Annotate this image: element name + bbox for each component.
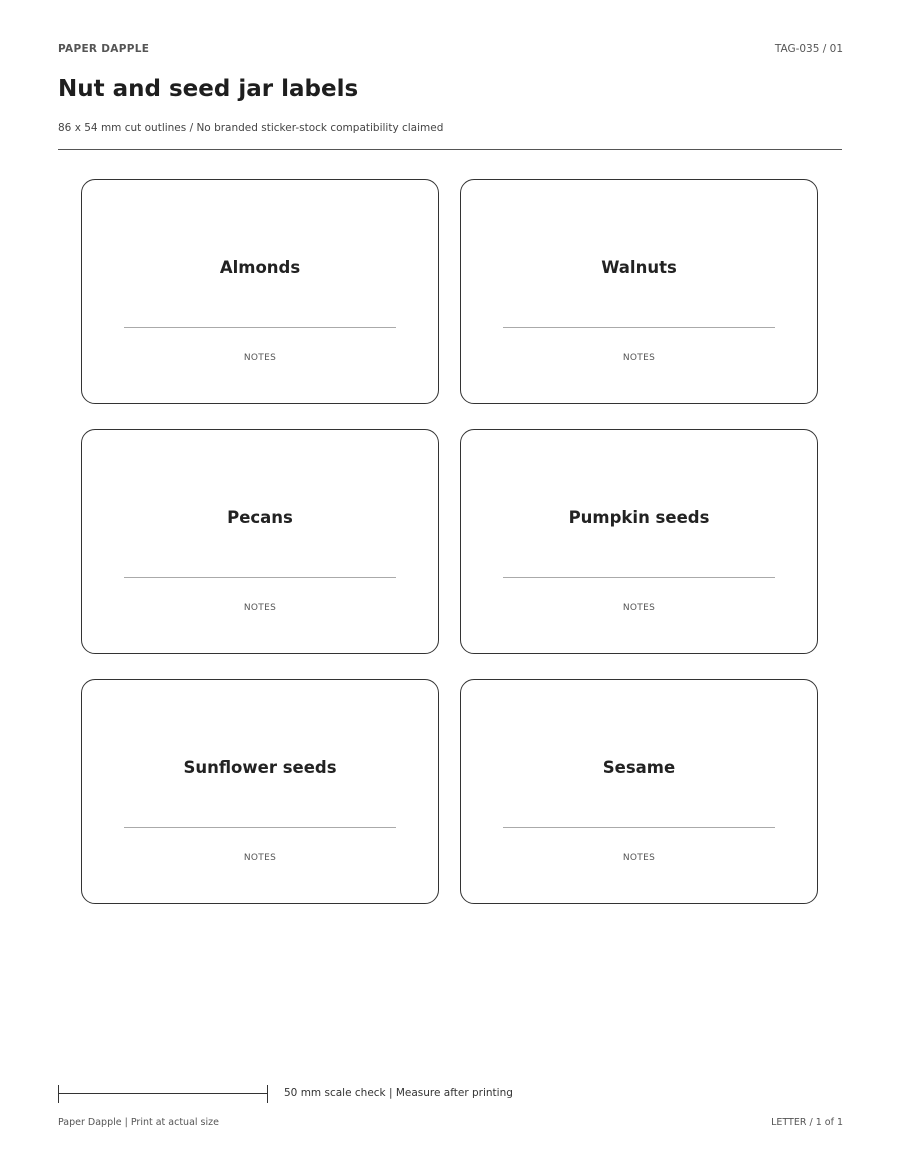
label-title: Walnuts xyxy=(601,258,677,277)
scale-bar-line xyxy=(58,1093,268,1094)
jar-label xyxy=(81,429,439,654)
jar-label xyxy=(81,179,439,404)
footer-page-info: LETTER / 1 of 1 xyxy=(771,1117,843,1128)
document-code: TAG-035 / 01 xyxy=(774,43,843,55)
label-title: Almonds xyxy=(219,258,301,277)
label-write-line xyxy=(503,827,775,828)
label-title: Pecans xyxy=(227,508,293,527)
brand-name: PAPER DAPPLE xyxy=(58,43,150,55)
label-title: Sesame xyxy=(602,758,676,777)
label-notes-caption: NOTES xyxy=(243,353,277,363)
label-write-line xyxy=(124,327,396,328)
label-write-line xyxy=(124,827,396,828)
label-notes-caption: NOTES xyxy=(243,603,277,613)
label-write-line xyxy=(503,577,775,578)
label-notes-caption: NOTES xyxy=(622,603,656,613)
header-divider xyxy=(58,149,842,150)
scale-check-bar xyxy=(58,1085,268,1103)
label-notes-caption: NOTES xyxy=(622,853,656,863)
label-notes-caption: NOTES xyxy=(622,353,656,363)
jar-label xyxy=(81,679,439,904)
page-title: Nut and seed jar labels xyxy=(58,76,359,102)
label-notes-caption: NOTES xyxy=(243,853,277,863)
label-grid xyxy=(81,179,819,904)
label-title: Sunflower seeds xyxy=(183,758,337,777)
scale-bar-end-tick xyxy=(267,1085,268,1103)
jar-label xyxy=(460,429,818,654)
footer-print-note: Paper Dapple | Print at actual size xyxy=(58,1117,219,1128)
label-title: Pumpkin seeds xyxy=(568,508,710,527)
scale-bar-start-tick xyxy=(58,1085,59,1103)
page-subtitle: 86 x 54 mm cut outlines / No branded sticker-stock compatibility claimed xyxy=(58,122,444,134)
jar-label xyxy=(460,679,818,904)
scale-check-note: 50 mm scale check | Measure after printing xyxy=(284,1087,513,1099)
jar-label xyxy=(460,179,818,404)
label-write-line xyxy=(503,327,775,328)
label-write-line xyxy=(124,577,396,578)
